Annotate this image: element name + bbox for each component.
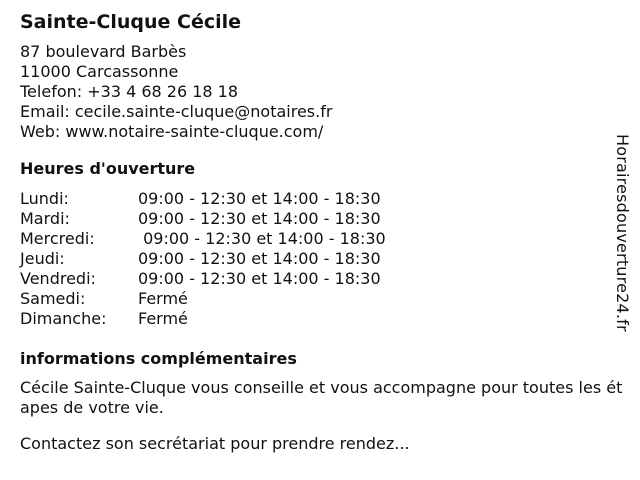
info-paragraph: Cécile Sainte-Cluque vous conseille et vous accompagne pour toutes les étapes de votre vie.	[20, 378, 623, 417]
day-label: Jeudi:	[20, 249, 65, 268]
phone-number: Telefon: +33 4 68 26 18 18	[20, 82, 239, 101]
business-name: Sainte-Cluque Cécile	[20, 11, 242, 33]
day-label: Mardi:	[20, 209, 70, 228]
hours-title: Heures d'ouverture	[20, 159, 196, 178]
hours-row-wednesday	[20, 229, 628, 249]
hours-row-friday	[20, 269, 628, 289]
day-label: Vendredi:	[20, 269, 96, 288]
info-title: informations complémentaires	[20, 349, 297, 368]
day-label: Lundi:	[20, 189, 69, 208]
day-hours: Fermé	[138, 309, 188, 328]
day-hours: 09:00 - 12:30 et 14:00 - 18:30	[138, 229, 386, 248]
day-hours: 09:00 - 12:30 et 14:00 - 18:30	[138, 209, 381, 228]
hours-row-sunday	[20, 309, 628, 329]
day-hours: 09:00 - 12:30 et 14:00 - 18:30	[138, 269, 381, 288]
website-address: Web: www.notaire-sainte-cluque.com/	[20, 122, 324, 141]
hours-row-monday	[20, 189, 628, 209]
day-hours: 09:00 - 12:30 et 14:00 - 18:30	[138, 249, 381, 268]
day-hours: 09:00 - 12:30 et 14:00 - 18:30	[138, 189, 381, 208]
day-label: Dimanche:	[20, 309, 107, 328]
address-line-2: 11000 Carcassonne	[20, 62, 179, 81]
info-paragraph-contact: Contactez son secrétariat pour prendre rendez...	[20, 434, 410, 453]
email-address: Email: cecile.sainte-cluque@notaires.fr	[20, 102, 333, 121]
hours-row-thursday	[20, 249, 628, 269]
day-hours: Fermé	[138, 289, 188, 308]
business-card	[20, 10, 628, 470]
hours-row-tuesday	[20, 209, 628, 229]
day-label: Mercredi:	[20, 229, 95, 248]
day-label: Samedi:	[20, 289, 86, 308]
address-line-1: 87 boulevard Barbès	[20, 42, 187, 61]
hours-row-saturday	[20, 289, 628, 309]
site-watermark: Horairesdouverture24.fr	[613, 134, 632, 332]
